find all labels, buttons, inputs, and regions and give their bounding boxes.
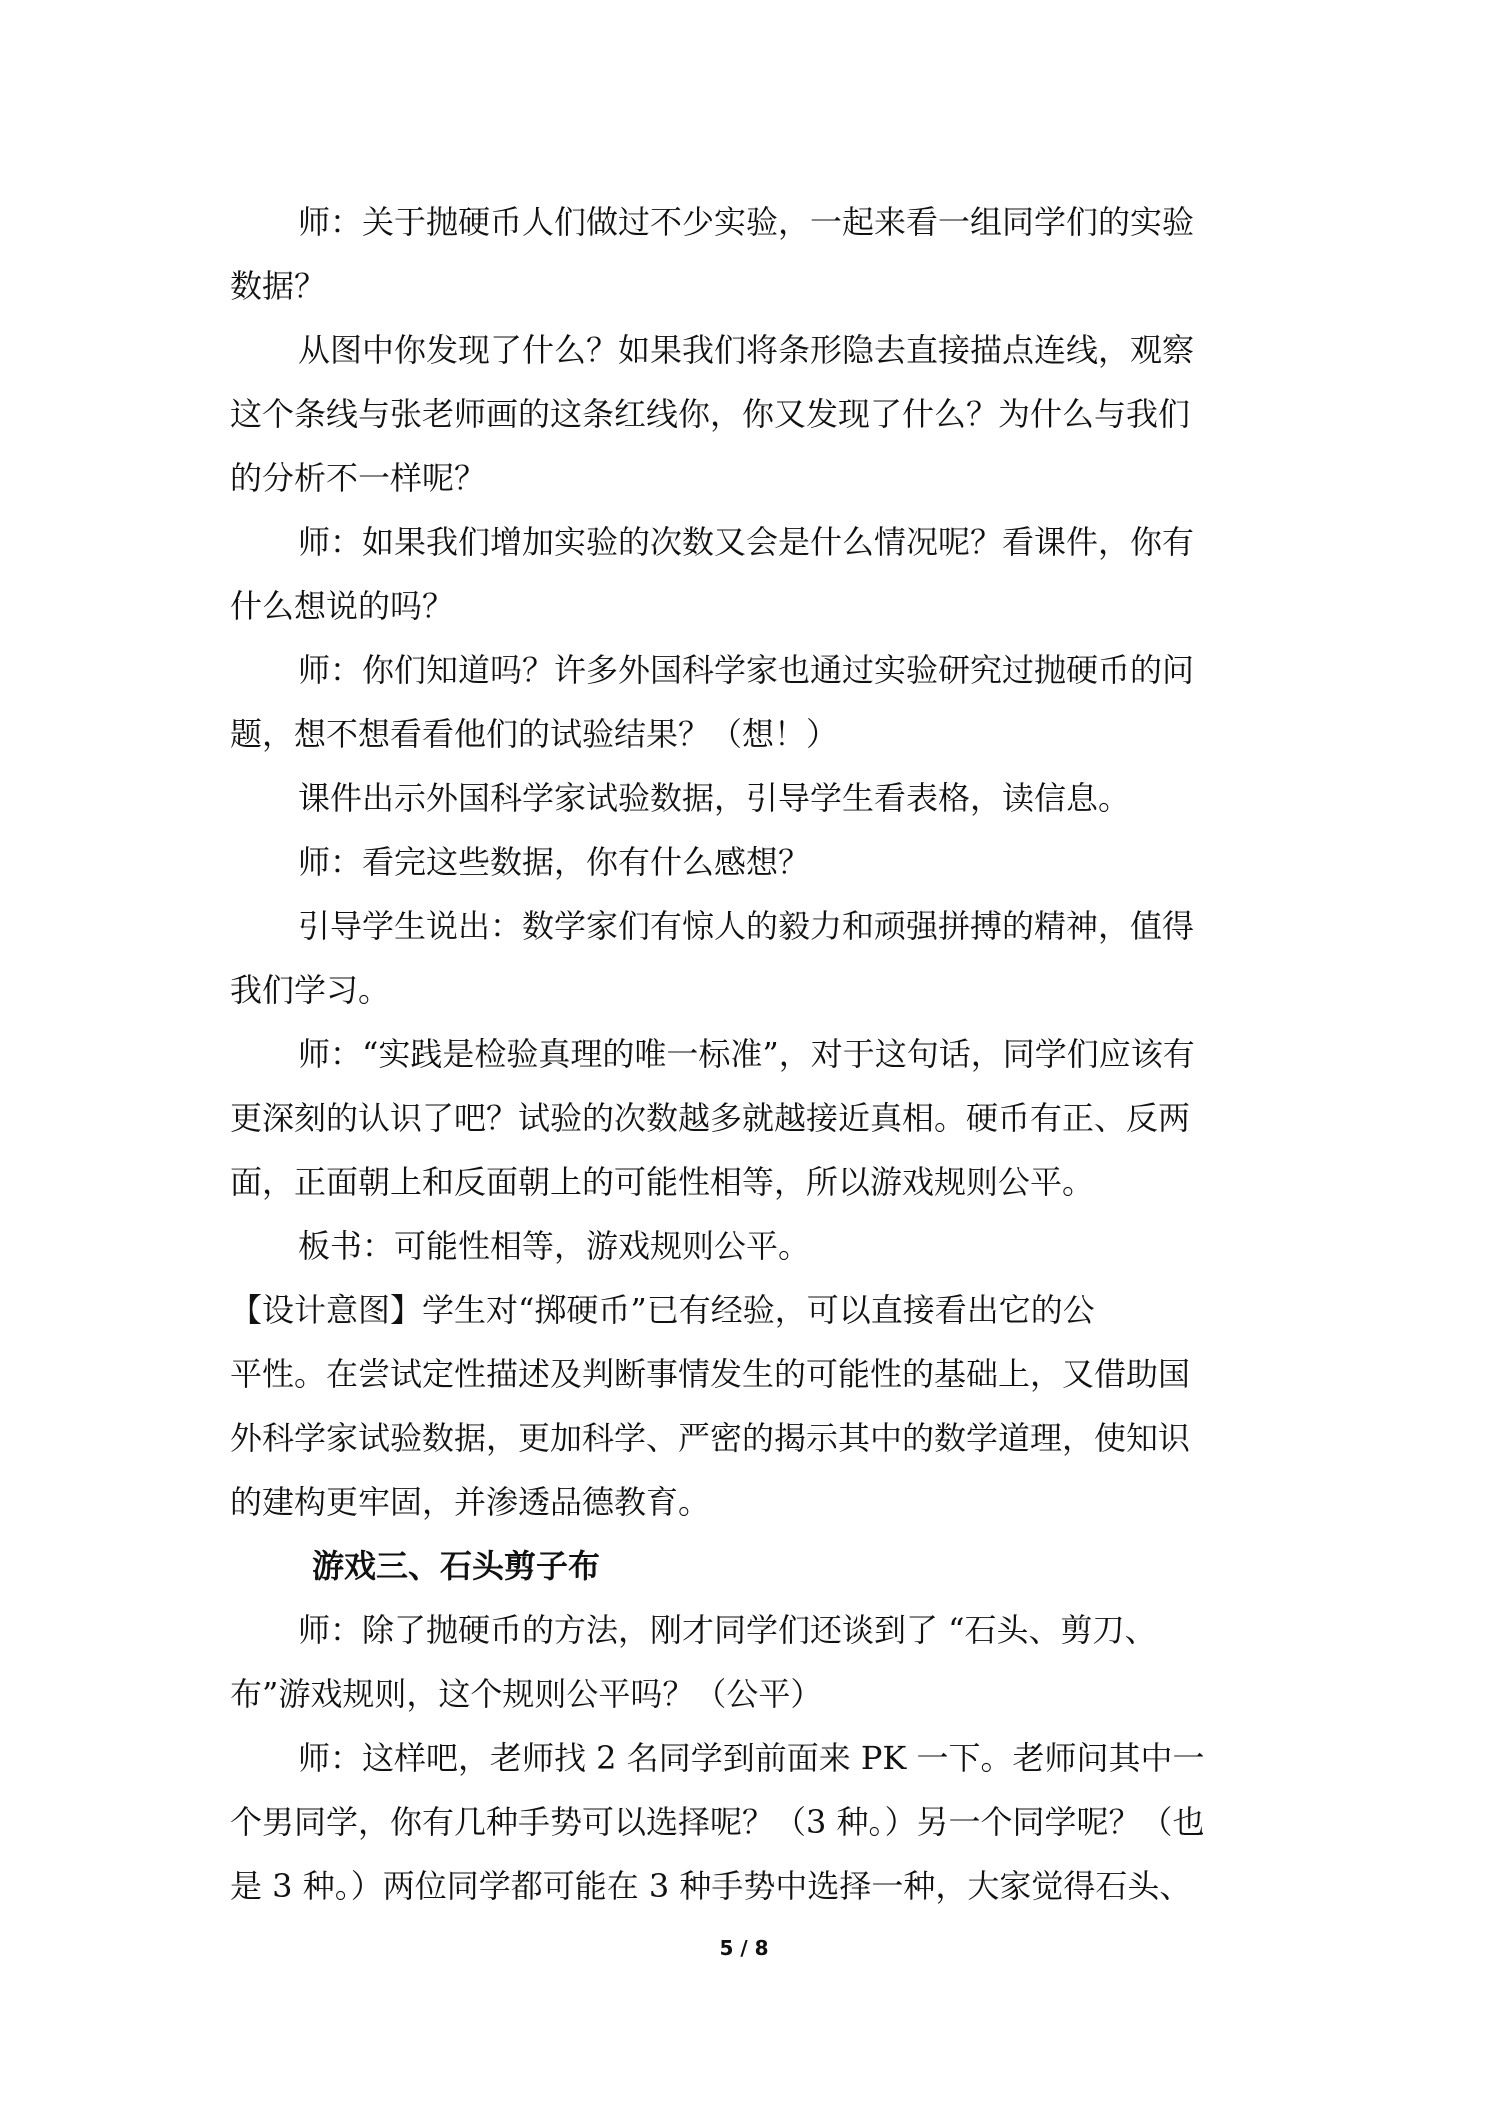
paragraph-line: 题，想不想看看他们的试验结果？（想！）: [230, 715, 839, 753]
paragraph-line: 布”游戏规则，这个规则公平吗？（公平）: [230, 1675, 823, 1713]
paragraph-line: 面，正面朝上和反面朝上的可能性相等，所以游戏规则公平。: [230, 1163, 1095, 1201]
paragraph-line: 的建构更牢固，并渗透品德教育。: [230, 1483, 711, 1521]
paragraph-line: 平性。在尝试定性描述及判断事情发生的可能性的基础上，又借助国: [230, 1355, 1191, 1393]
paragraph-line: 数据？: [230, 267, 327, 305]
page-number: 5 / 8: [719, 1936, 769, 1960]
paragraph-line: 外科学家试验数据，更加科学、严密的揭示其中的数学道理，使知识: [230, 1419, 1191, 1457]
paragraph-line: 什么想说的吗？: [230, 587, 455, 625]
paragraph-line: 的分析不一样呢？: [230, 459, 487, 497]
section-heading: 游戏三、石头剪子布: [312, 1547, 601, 1585]
document-body: [230, 190, 1260, 1918]
paragraph-line: 板书：可能性相等，游戏规则公平。: [298, 1227, 811, 1265]
paragraph-line: 引导学生说出：数学家们有惊人的毅力和顽强拼搏的精神，值得: [298, 907, 1195, 945]
paragraph-line: 师：这样吧，老师找 2 名同学到前面来 PK 一下。老师问其中一: [298, 1739, 1205, 1777]
paragraph-line: 【设计意图】学生对“掷硬币”已有经验，可以直接看出它的公: [230, 1291, 1095, 1329]
paragraph-line: 更深刻的认识了吧？试验的次数越多就越接近真相。硬币有正、反两: [230, 1099, 1191, 1137]
paragraph-line: 师：“实践是检验真理的唯一标准”，对于这句话，同学们应该有: [298, 1035, 1195, 1073]
paragraph-line: 师：你们知道吗？许多外国科学家也通过实验研究过抛硬币的问: [298, 651, 1195, 689]
paragraph-line: 师：如果我们增加实验的次数又会是什么情况呢？看课件，你有: [298, 523, 1195, 561]
paragraph-line: 师：除了抛硬币的方法，刚才同学们还谈到了 “石头、剪刀、: [298, 1611, 1157, 1649]
paragraph-line: 师：看完这些数据，你有什么感想？: [298, 843, 811, 881]
paragraph-line: 我们学习。: [230, 971, 391, 1009]
paragraph-line: 是 3 种。）两位同学都可能在 3 种手势中选择一种，大家觉得石头、: [230, 1867, 1192, 1905]
paragraph-line: 课件出示外国科学家试验数据，引导学生看表格，读信息。: [298, 779, 1131, 817]
paragraph-line: 这个条线与张老师画的这条红线你，你又发现了什么？为什么与我们: [230, 395, 1191, 433]
paragraph-line: 从图中你发现了什么？如果我们将条形隐去直接描点连线，观察: [298, 331, 1195, 369]
paragraph-line: 师：关于抛硬币人们做过不少实验，一起来看一组同学们的实验: [298, 203, 1195, 241]
paragraph-line: 个男同学，你有几种手势可以选择呢？（3 种。）另一个同学呢？（也: [230, 1803, 1205, 1841]
